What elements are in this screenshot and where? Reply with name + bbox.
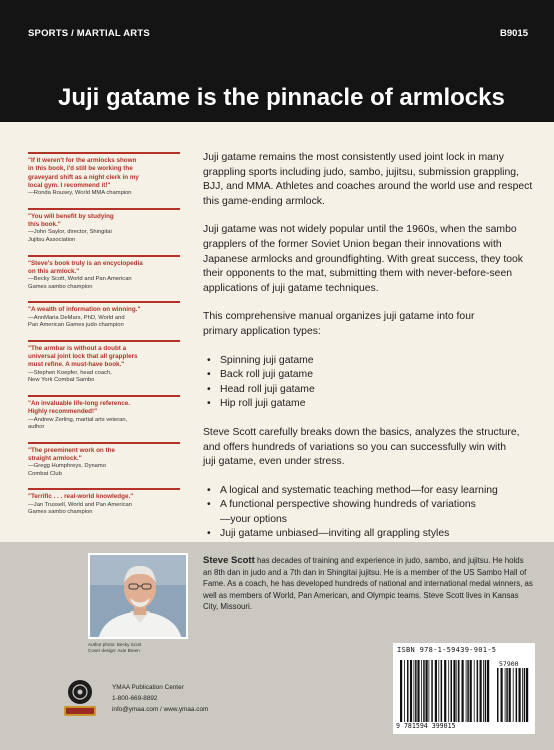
barcode-bar xyxy=(441,660,443,722)
author-bio xyxy=(203,555,533,613)
method-paragraph: Steve Scott carefully breaks down the basics, analyzes the structure, and offers hundreds of variations so you can successfully win with juji gatame, even under stress. xyxy=(203,426,520,468)
types-intro-paragraph: This comprehensive manual organizes juji gatame into four primary application types: xyxy=(203,311,475,337)
barcode-bar xyxy=(480,660,482,722)
barcode-bar xyxy=(477,660,479,722)
ymaa-logo xyxy=(62,678,98,718)
description-column xyxy=(203,151,533,571)
barcode xyxy=(393,643,535,734)
history-paragraph: Juji gatame was not widely popular until the 1960s, when the sambo grapplers of the former Soviet Union began their innovations with Japanese armlocks and groundfighting. With great success, they took their opponents to the mat, submitting them with never-before-seen applications of juji gatame techniques. xyxy=(203,224,523,294)
list-item: • Spinning juji gatame xyxy=(203,354,533,369)
barcode-bar xyxy=(431,660,433,722)
barcode-bar xyxy=(522,668,523,722)
testimonial-attribution: —Stephen Koepfer, head coach, New York Combat Sambo xyxy=(28,369,112,384)
barcode-bar xyxy=(400,660,402,722)
barcode-bar xyxy=(404,660,405,722)
author-photo-illustration xyxy=(90,555,188,639)
publisher-info xyxy=(112,682,208,715)
testimonial xyxy=(28,152,180,198)
testimonial xyxy=(28,488,180,516)
barcode-bar xyxy=(462,660,464,722)
testimonial-quote: "Steve's book truly is an encyclopedia on this armlock." xyxy=(28,259,143,275)
testimonial-attribution: —Becky Scott, World and Pan American Games sambo champion xyxy=(28,276,132,290)
headline: Juji gatame is the pinnacle of armlocks xyxy=(58,84,505,111)
author-bio-text: has decades of training and experience in judo, sambo, and jujitsu. He holds an 8th dan in judo and a 7th dan in Shingitai jujitsu. He is a member of the US Sambo Hall of Fame. As a coach, he has developed hundreds of national and international medal winners, as well as members of World, Pan American, and Olympic teams. Steve Scott lives in Kansas City, Missouri. xyxy=(203,556,533,612)
product-code: B9015 xyxy=(500,28,528,39)
testimonial-quote: "Terrific . . . real-world knowledge." xyxy=(28,493,134,501)
barcode-bar xyxy=(526,668,528,722)
barcode-bar xyxy=(516,668,518,722)
barcode-bar xyxy=(414,660,415,722)
barcode-bar xyxy=(519,668,521,722)
barcode-bar xyxy=(501,668,503,722)
list-item: • Hip roll juji gatame xyxy=(203,397,533,412)
author-name: Steve Scott xyxy=(203,555,255,566)
barcode-digits: 9 781594 399015 xyxy=(396,722,456,730)
testimonial-quote: "The preeminent work on the straight armlock." xyxy=(28,446,115,462)
testimonial-rule xyxy=(28,488,180,490)
testimonial-sidebar xyxy=(28,152,180,527)
publisher-phone: 1-800-669-8892 xyxy=(112,695,158,702)
barcode-bar xyxy=(467,660,469,722)
barcode-bar xyxy=(485,660,487,722)
testimonial-rule xyxy=(28,208,180,210)
testimonial xyxy=(28,208,180,245)
publisher-web: info@ymaa.com / www.ymaa.com xyxy=(112,706,209,713)
testimonial xyxy=(28,301,180,329)
testimonial-quote: "An invaluable life-long reference. Highly recommended!" xyxy=(28,399,131,416)
list-item: • A logical and systematic teaching method—for easy learning xyxy=(203,484,533,499)
barcode-bar xyxy=(470,660,472,722)
barcode-bar xyxy=(410,660,412,722)
barcode-bar xyxy=(509,668,511,722)
barcode-bar xyxy=(451,660,453,722)
testimonial xyxy=(28,442,180,479)
testimonial-quote: "If it weren't for the armlocks shown in this book, I'd still be working the graveyard shift as a night clerk in my local gym. I recommend it!" xyxy=(28,157,139,189)
application-types-list xyxy=(203,354,533,412)
barcode-bar xyxy=(513,668,514,722)
barcode-bar xyxy=(407,660,409,722)
barcode-bar xyxy=(456,660,457,722)
testimonial-attribution: —Ronda Rousey, World MMA champion xyxy=(28,190,132,197)
barcode-bar xyxy=(438,660,439,722)
testimonial-attribution: —AnnMaria DeMars, PhD, World and Pan American Games judo champion xyxy=(28,314,125,329)
publisher-name: YMAA Publication Center xyxy=(112,684,184,691)
isbn-text: ISBN 978-1-59439-901-5 xyxy=(397,646,497,654)
list-item: • Juji gatame unbiased—inviting all grappling styles xyxy=(203,527,533,542)
barcode-bar xyxy=(423,660,425,722)
barcode-bar xyxy=(487,660,489,722)
barcode-bar xyxy=(444,660,446,722)
barcode-bar xyxy=(421,660,422,722)
testimonial-quote: "You will benefit by studying this book." xyxy=(28,212,114,229)
list-item: • Back roll juji gatame xyxy=(203,368,533,383)
intro-paragraph: Juji gatame remains the most consistently used joint lock in many grappling sports including judo, sambo, jujitsu, submission grappling, BJJ, and MMA. Athletes and coaches around the world use and respect this game-ending armlock. xyxy=(203,152,533,207)
barcode-bar xyxy=(466,660,467,722)
testimonial-rule xyxy=(28,340,180,342)
testimonial-attribution: —Andrew Zerling, martial arts veteran, author xyxy=(28,416,128,431)
testimonial-rule xyxy=(28,442,180,444)
ymaa-logo-icon xyxy=(62,678,98,718)
author-photo xyxy=(88,553,188,639)
testimonial-rule xyxy=(28,152,180,154)
barcode-bar xyxy=(448,660,449,722)
barcode-bar xyxy=(524,668,526,722)
barcode-addon-bars xyxy=(497,668,529,722)
barcode-bar xyxy=(415,660,417,722)
testimonial xyxy=(28,255,180,292)
testimonial-quote: "A wealth of information on winning." xyxy=(28,306,141,314)
header-band xyxy=(0,0,554,122)
photo-credit: Author photo: Becky Scott Cover design: Axie Breen xyxy=(88,642,142,653)
barcode-bar xyxy=(435,660,437,722)
testimonial xyxy=(28,340,180,385)
testimonial-attribution: —Gregg Humphreys, Dynamo Combat Club xyxy=(28,463,106,477)
barcode-bar xyxy=(453,660,455,722)
testimonial-attribution: —John Saylor, director, Shingitai Jujitsu Association xyxy=(28,229,112,243)
price-code: 57900 xyxy=(499,660,519,668)
barcode-bar xyxy=(497,668,499,722)
testimonial-attribution: —Jan Trussell, World and Pan American Games sambo champion xyxy=(28,501,132,516)
testimonial-rule xyxy=(28,255,180,257)
list-item: • A functional perspective showing hundreds of variations —your options xyxy=(203,498,533,527)
barcode-bar xyxy=(429,660,430,722)
barcode-bar xyxy=(506,668,508,722)
testimonial xyxy=(28,395,180,432)
barcode-bar xyxy=(483,660,484,722)
testimonial-quote: "The armbar is without a doubt a universal joint lock that all grapplers must refine. A must-have book." xyxy=(28,344,138,369)
barcode-bar xyxy=(426,660,428,722)
testimonial-rule xyxy=(28,395,180,397)
barcode-bar xyxy=(505,668,506,722)
list-item: • Head roll juji gatame xyxy=(203,383,533,398)
testimonial-rule xyxy=(28,301,180,303)
barcode-bar xyxy=(417,660,419,722)
barcode-bars xyxy=(400,660,492,722)
barcode-bar xyxy=(458,660,460,722)
category-label: SPORTS / MARTIAL ARTS xyxy=(28,28,150,39)
barcode-bar xyxy=(474,660,475,722)
